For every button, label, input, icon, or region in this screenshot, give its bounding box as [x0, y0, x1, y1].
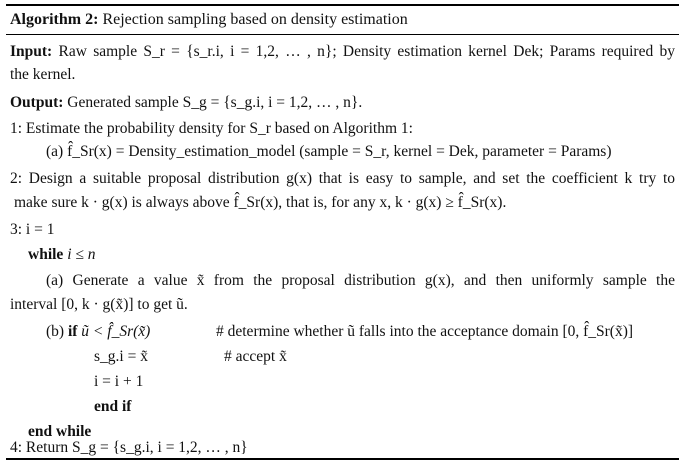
output-text: Generated sample S_g = {s_g.i, i = 1,2, … , n}. — [67, 94, 363, 111]
input-text: Raw sample S_r = {s_r.i, i = 1,2, … , n}; Density estimation kernel Dek; Params required by — [58, 43, 675, 60]
input-line-2: the kernel. — [10, 66, 76, 83]
input-line-1 — [10, 42, 675, 62]
algorithm-title-label: Algorithm 2: — [10, 11, 99, 28]
step-3a-line-2: interval [0, k · g(x̃)] to get ũ. — [10, 296, 188, 313]
output-label: Output: — [10, 94, 64, 111]
header-rule — [6, 34, 679, 35]
step-1a: (a) f̂_Sr(x) = Density_estimation_model (sample = S_r, kernel = Dek, parameter = Params) — [46, 143, 612, 160]
if-comment: # determine whether ũ falls into the acceptance domain [0, f̂_Sr(x̃)] — [216, 323, 634, 340]
step-2-line-1: 2: Design a suitable proposal distribution g(x) that is easy to sample, and set the coefficient k try to — [10, 170, 675, 187]
step-4: 4: Return S_g = {s_g.i, i = 1,2, … , n} — [10, 439, 248, 456]
if-condition: ũ < f̂_Sr(x̃) — [81, 323, 151, 340]
step-2-line-2: make sure k · g(x) is always above f̂_Sr(x), that is, for any x, k · g(x) ≥ f̂_Sr(x). — [14, 194, 507, 211]
step-1: 1: Estimate the probability density for S_r based on Algorithm 1: — [10, 120, 413, 137]
step-3b-line — [46, 322, 150, 342]
while-line — [28, 245, 96, 265]
while-keyword: while — [28, 246, 64, 263]
increment-line: i = i + 1 — [94, 373, 144, 390]
step-3b-prefix: (b) — [46, 323, 65, 340]
algorithm-title-text: Rejection sampling based on density estimation — [102, 11, 408, 28]
top-rule — [6, 4, 679, 6]
while-condition: i ≤ n — [67, 246, 96, 263]
algorithm-title — [10, 10, 408, 30]
algorithm-box — [6, 4, 679, 460]
assign-comment: # accept x̃ — [224, 348, 287, 365]
end-if — [94, 397, 131, 417]
if-keyword: if — [67, 323, 78, 340]
end-while-keyword: end while — [28, 423, 92, 440]
input-label: Input: — [10, 43, 53, 60]
bottom-rule — [6, 458, 679, 460]
step-3: 3: i = 1 — [10, 221, 55, 238]
step-3a-line-1: (a) Generate a value x̃ from the proposal distribution g(x), and then uniformly sample the — [46, 272, 675, 289]
end-if-keyword: end if — [94, 398, 132, 415]
output-line — [10, 93, 362, 113]
assign-line: s_g.i = x̃ — [94, 348, 148, 365]
